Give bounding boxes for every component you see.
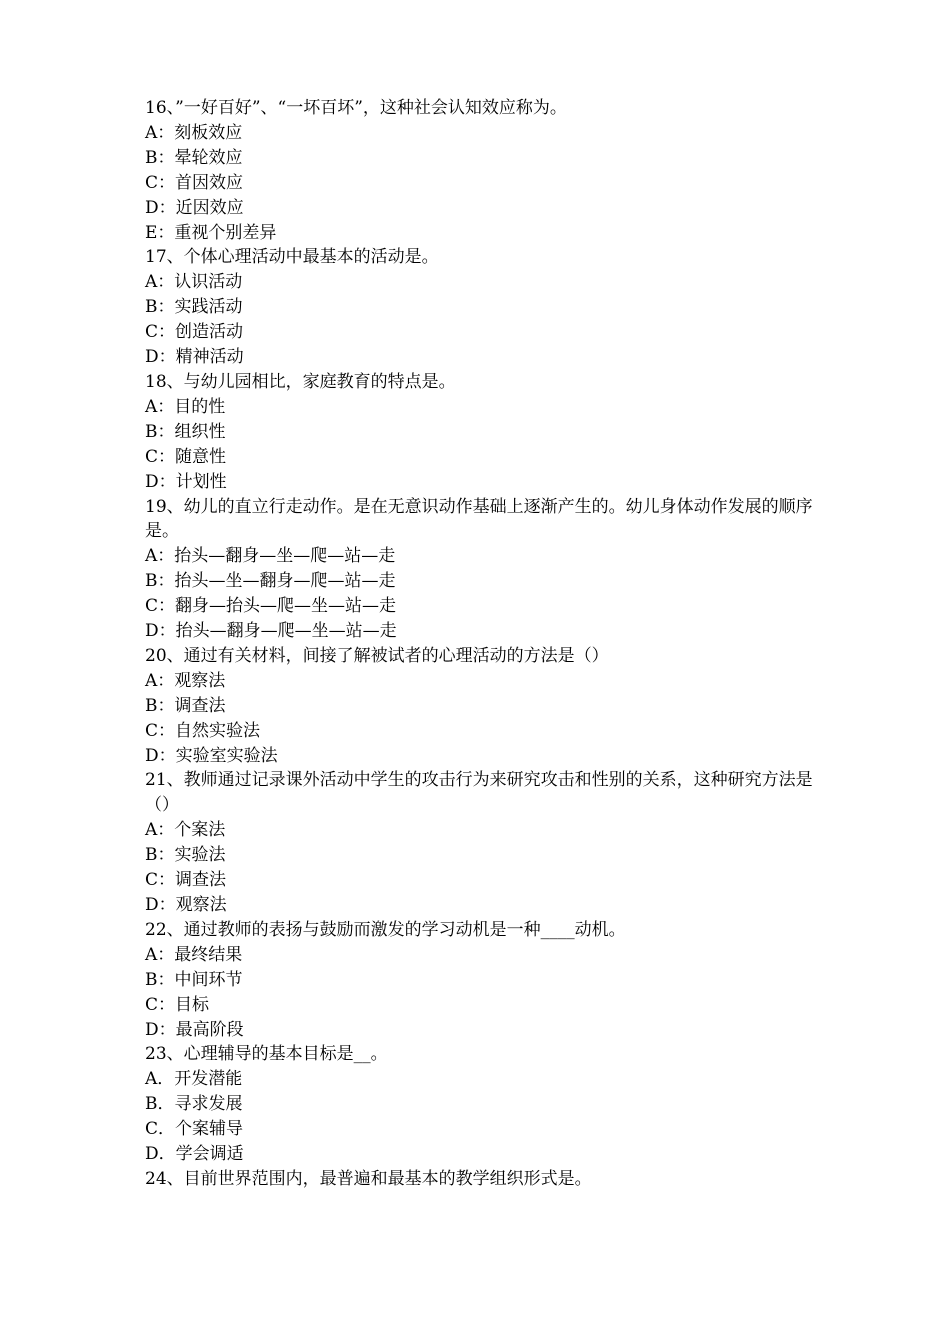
question-21-option-d: D：观察法: [145, 895, 227, 915]
question-23-option-b: B．寻求发展: [145, 1094, 243, 1115]
question-17-option-c: C：创造活动: [145, 322, 244, 343]
question-23-option-d: D．学会调适: [145, 1144, 244, 1165]
question-23-text: 23、心理辅导的基本目标是__。: [145, 1044, 388, 1065]
question-16-option-e: E：重视个别差异: [145, 222, 277, 243]
question-22-option-b: B：中间环节: [145, 969, 243, 990]
question-16-option-c: C：首因效应: [145, 172, 244, 193]
question-18-option-d: D：计划性: [145, 471, 227, 492]
question-19-option-c: C：翻身—抬头—爬—坐—站—走: [145, 596, 397, 617]
question-16-option-a: A：刻板效应: [145, 122, 243, 143]
question-18-option-b: B：组织性: [145, 421, 226, 442]
question-17-text: 17、个体心理活动中最基本的活动是。: [145, 247, 439, 268]
question-17-option-d: D：精神活动: [145, 347, 244, 368]
question-16-option-b: B：晕轮效应: [145, 147, 243, 168]
question-20-option-c: C：自然实验法: [145, 720, 261, 741]
question-20-option-d: D：实验室实验法: [145, 745, 278, 766]
question-18-option-c: C：随意性: [145, 446, 227, 467]
question-18-text: 18、与幼儿园相比，家庭教育的特点是。: [145, 371, 456, 392]
question-24-text: 24、目前世界范围内，最普遍和最基本的教学组织形式是。: [145, 1168, 592, 1189]
question-17-option-b: B：实践活动: [145, 297, 243, 318]
question-22-option-c: C：目标: [145, 994, 210, 1015]
question-21-text: 21、教师通过记录课外活动中学生的攻击行为来研究攻击和性别的关系，这种研究方法是（）: [145, 770, 813, 816]
question-19-option-a: A：抬头—翻身—坐—爬—站—走: [145, 546, 396, 567]
question-20-option-b: B：调查法: [145, 695, 226, 716]
question-21-option-b: B：实验法: [145, 845, 226, 866]
question-22-option-a: A：最终结果: [145, 944, 243, 965]
question-21-option-c: C：调查法: [145, 870, 227, 891]
question-16-option-d: D：近因效应: [145, 197, 244, 218]
question-23-option-a: A．开发潜能: [145, 1069, 243, 1090]
question-20-text: 20、通过有关材料，间接了解被试者的心理活动的方法是（）: [145, 645, 609, 666]
question-22-text: 22、通过教师的表扬与鼓励而激发的学习动机是一种____动机。: [145, 919, 626, 940]
question-19-option-b: B：抬头—坐—翻身—爬—站—走: [145, 571, 396, 592]
question-22-option-d: D：最高阶段: [145, 1019, 244, 1040]
document-page: [145, 96, 815, 1192]
question-23-option-c: C．个案辅导: [145, 1119, 244, 1140]
question-17-option-a: A：认识活动: [145, 272, 243, 293]
question-19-text: 19、幼儿的直立行走动作。是在无意识动作基础上逐渐产生的。幼儿身体动作发展的顺序是。: [145, 496, 813, 542]
question-20-option-a: A：观察法: [145, 670, 226, 691]
question-21-option-a: A：个案法: [145, 820, 226, 841]
question-18-option-a: A：目的性: [145, 396, 226, 417]
question-19-option-d: D：抬头—翻身—爬—坐—站—走: [145, 621, 397, 642]
question-16-text: 16、”一好百好”、“一坏百坏”，这种社会认知效应称为。: [145, 98, 567, 118]
